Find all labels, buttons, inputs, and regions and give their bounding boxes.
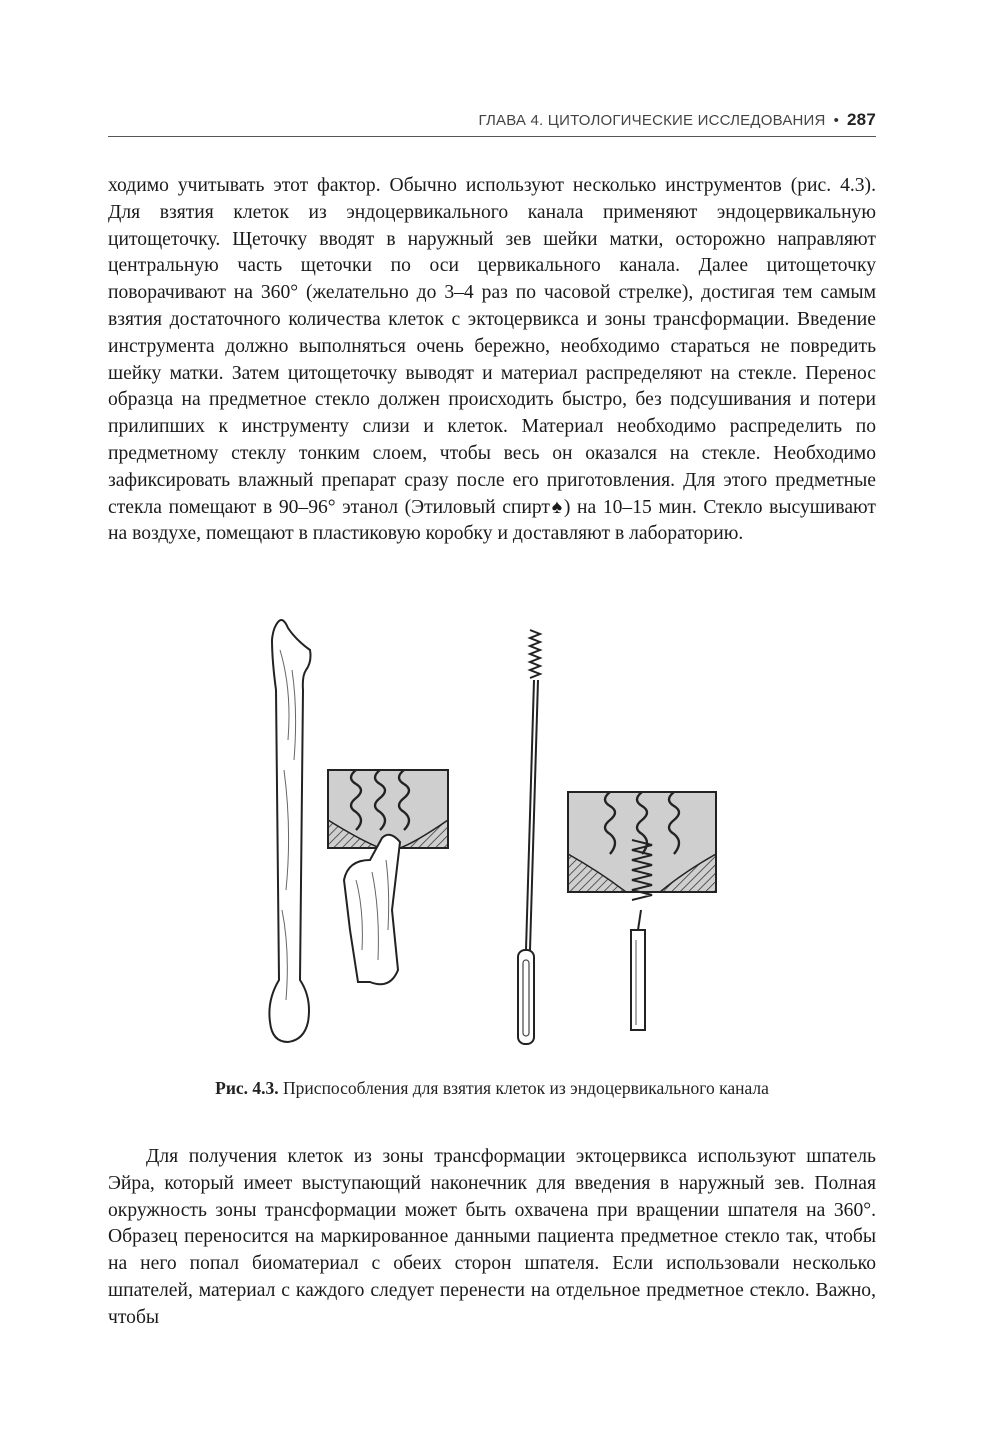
page-number: 287 (847, 110, 876, 129)
chapter-title: ГЛАВА 4. ЦИТОЛОГИЧЕСКИЕ ИССЛЕДОВАНИЯ (478, 112, 826, 129)
body-paragraph-2: Для получения клеток из зоны трансформации эктоцервикса используют шпатель Эйра, который имеет выступающий наконечник для введения в наружный зев. Полная окружность зоны трансформации может быть охвачена при вращении шпателя на 360°. Образец переносится на маркированное данными пациента предметное стекло так, чтобы на него попал биоматериал с обеих сторон шпателя. Если использовали несколько шпателей, материал с каждого следует перенести на отдельное предметное стекло. Важно, чтобы (108, 1146, 876, 1328)
figure-drawing (240, 610, 740, 1060)
cytobrush-icon (518, 630, 540, 1044)
figure-caption (108, 1078, 876, 1099)
figure-caption-text: Приспособления для взятия клеток из эндоцервикального канала (283, 1078, 769, 1098)
figure-label: Рис. 4.3. (215, 1078, 279, 1098)
cervix-brush-diagram (568, 792, 716, 1030)
running-head (108, 110, 876, 137)
cervix-spatula-diagram (328, 770, 448, 984)
spatula-icon (269, 620, 310, 1042)
header-bullet: • (833, 112, 840, 129)
figure-illustration (240, 610, 740, 1060)
body-paragraph-1: ходимо учитывать этот фактор. Обычно используют несколько инструментов (рис. 4.3). Для взятия клеток из эндоцервикального канала применяют эндоцервикальную цитощеточку. Щеточку вводят в наружный зев шейки матки, осторожно направляют центральную часть щеточки по оси цервикального канала. Далее цитощеточку поворачивают на 360° (желательно до 3–4 раз по часовой стрелке), достигая тем самым взятия достаточного количества клеток с эктоцервикса и зоны трансформации. Введение инструмента должно выполняться очень бережно, необходимо стараться не повредить шейку матки. Затем цитощеточку выводят и материал распределяют на стекле. Перенос образца на предметное стекло должен происходить быстро, без подсушивания и потери прилипших к инструменту слизи и клеток. Материал необходимо распределить по предметному стеклу тонким слоем, чтобы весь он оказался на стекле. Необходимо зафиксировать влажный препарат сразу после его приготовления. Для этого предметные стекла помещают в 90–96° этанол (Этиловый спирт♠) на 10–15 мин. Стекло высушивают на воздухе, помещают в пластиковую коробку и доставляют в лабораторию. (108, 175, 876, 545)
